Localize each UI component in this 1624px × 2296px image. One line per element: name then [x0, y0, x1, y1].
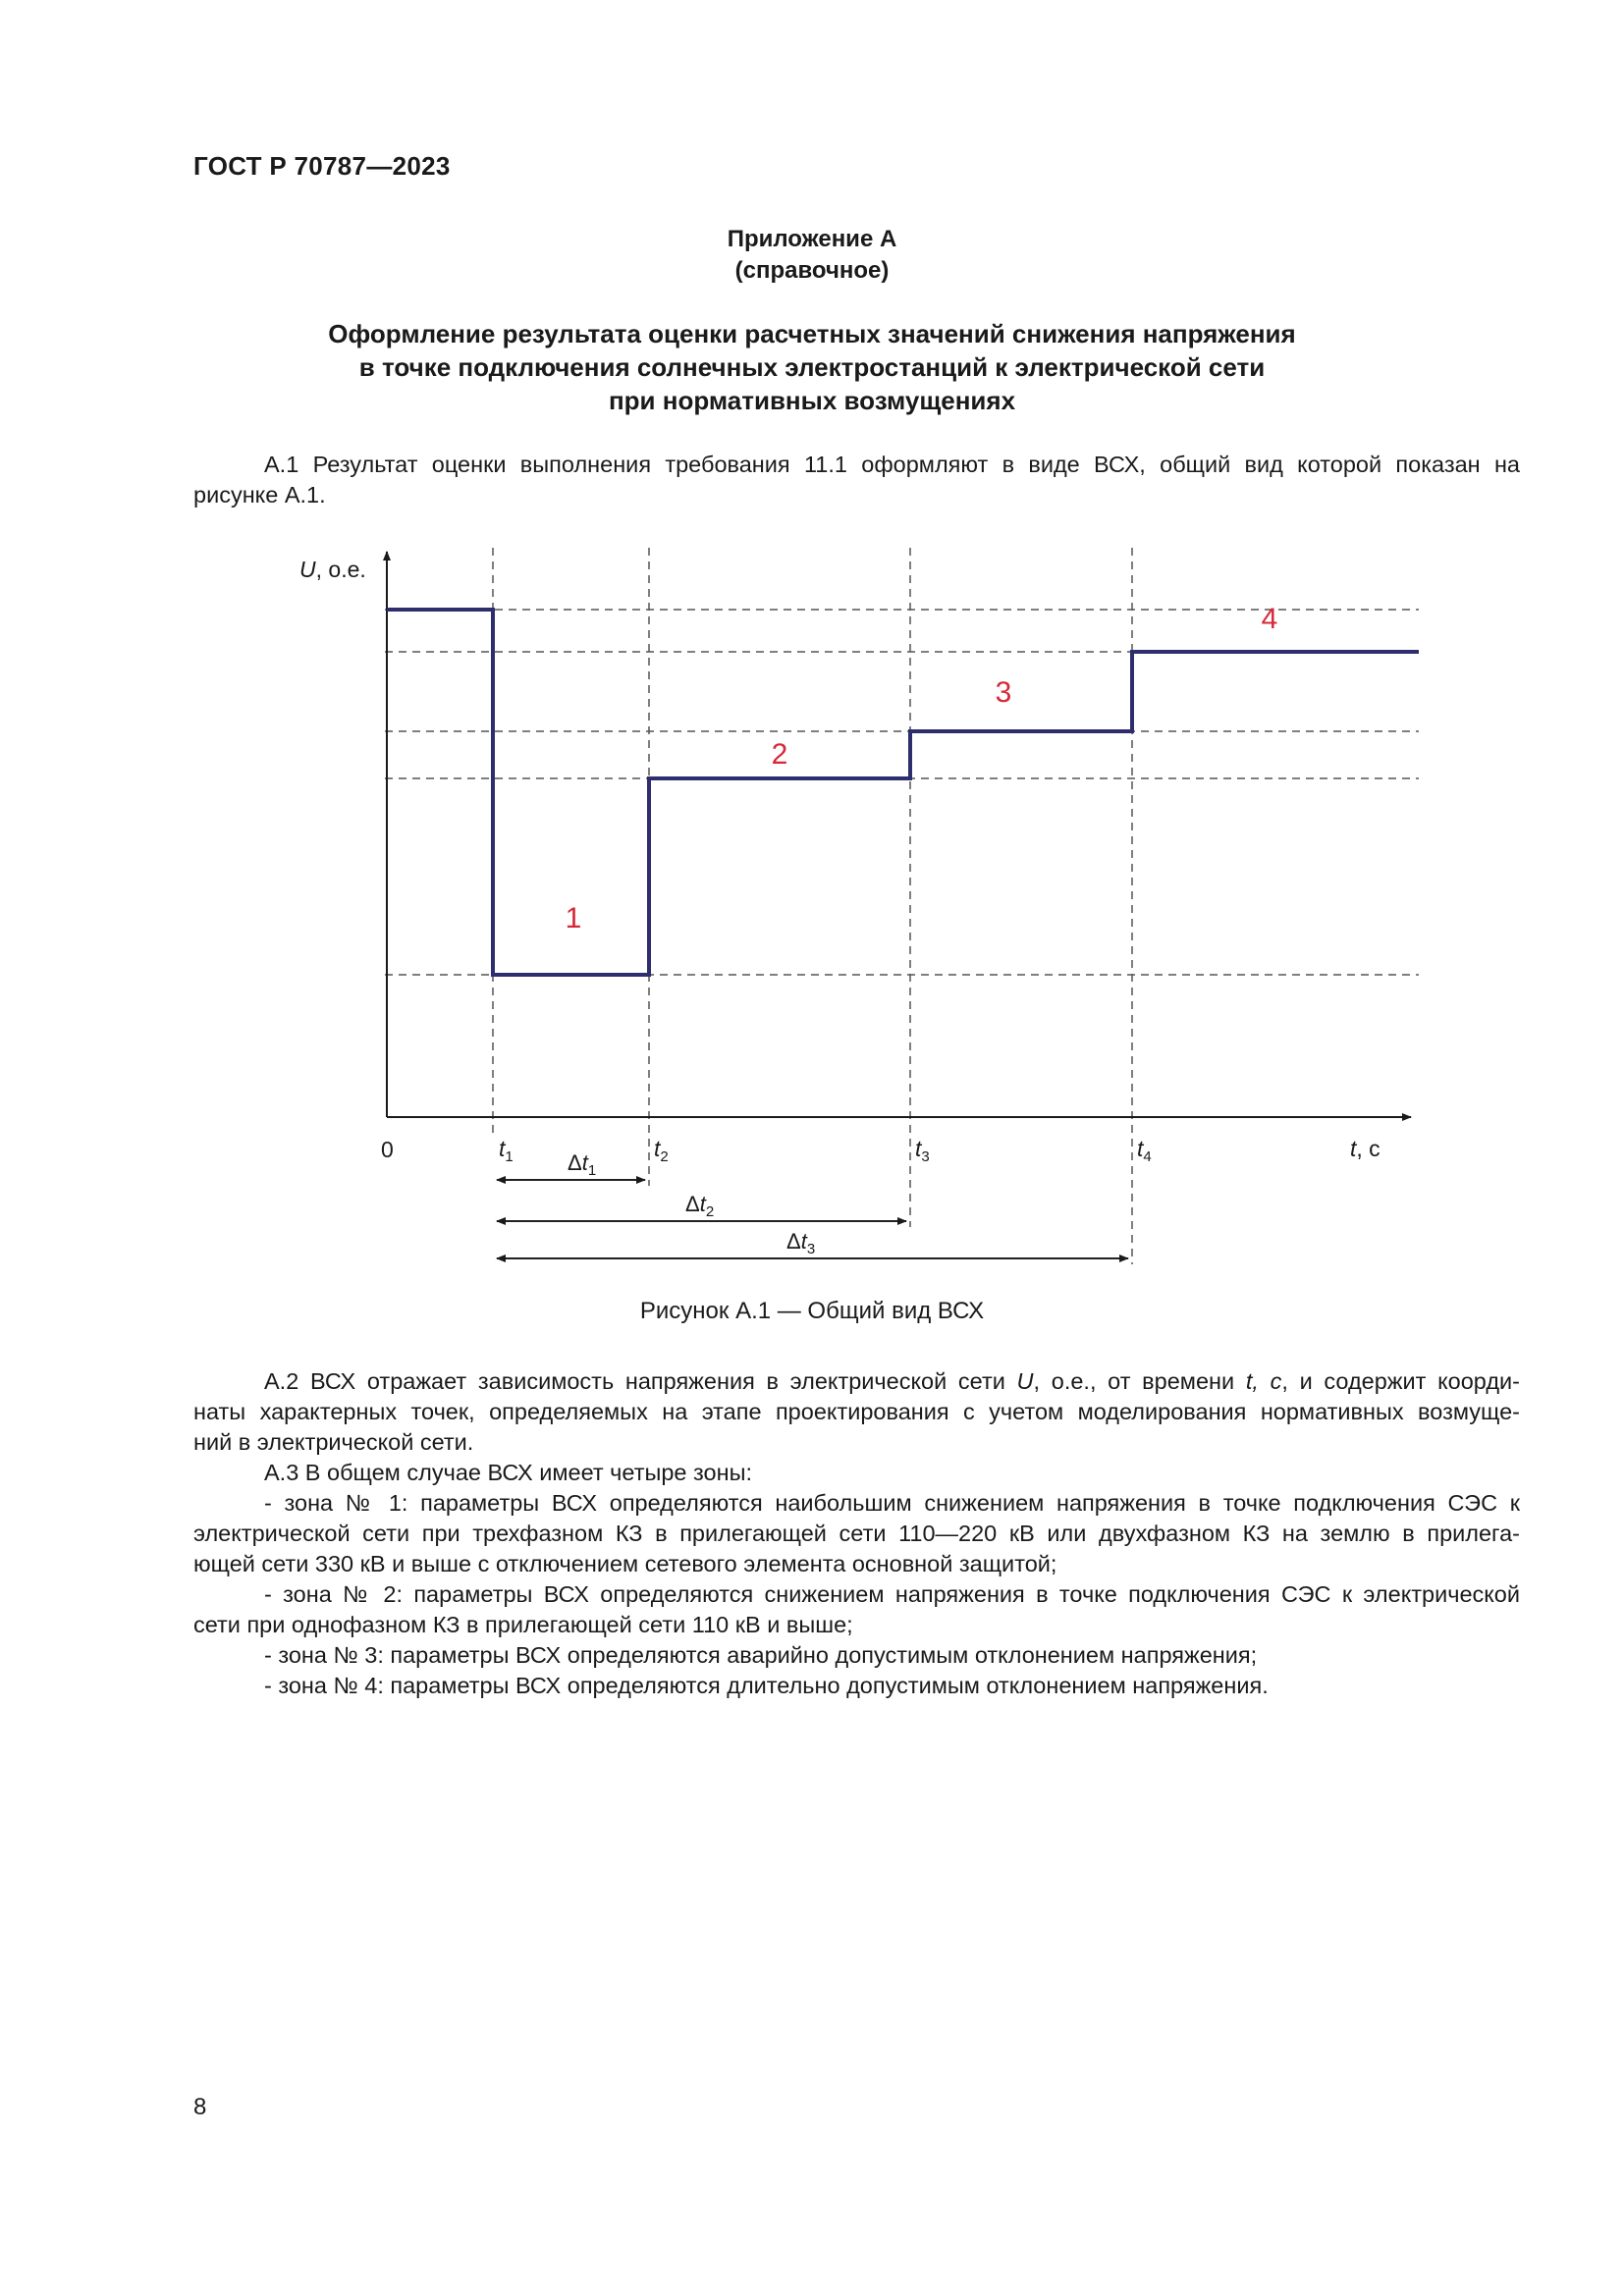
- figure-caption: Рисунок А.1 — Общий вид ВСХ: [639, 1298, 985, 1324]
- zone3-line: - зона № 3: параметры ВСХ определяются аварийно допустимым отклонением напряжения;: [264, 1642, 1258, 1668]
- zone-label-2: 2: [771, 738, 788, 771]
- title-line-3: при нормативных возмущениях: [608, 386, 1016, 415]
- tick-label-t2: $t_2$: [654, 1136, 669, 1165]
- a3-line: А.3 В общем случае ВСХ имеет четыре зоны:: [264, 1460, 752, 1485]
- y-axis-label: U, о.е.: [299, 557, 366, 582]
- tick-label-t1: $t_1$: [499, 1136, 514, 1165]
- interval-label-dt3: $\Delta t_3$: [786, 1229, 816, 1257]
- title-line-1: Оформление результата оценки расчетных значений снижения напряжения: [328, 319, 1296, 348]
- tick-label-t3: $t_3$: [915, 1136, 930, 1165]
- a2-line-2: наты характерных точек, определяемых на этапе проектирования с учетом моделирования нормативных возмуще-: [193, 1399, 1520, 1424]
- a2-line-1: А.2 ВСХ отражает зависимость напряжения в электрической сети U, о.е., от времени t, с, и содержит коорди-: [264, 1368, 1520, 1394]
- section-a2: [193, 1366, 1520, 1701]
- zone-label-4: 4: [1261, 603, 1278, 635]
- appendix-label: Приложение А: [727, 226, 897, 252]
- zone1-line-2: электрической сети при трехфазном КЗ в прилегающей сети 110—220 кВ или двухфазном КЗ на землю в прилега-: [193, 1521, 1520, 1546]
- zone-label-1: 1: [565, 902, 582, 934]
- appendix-type: (справочное): [734, 257, 890, 284]
- interval-label-dt2: $\Delta t_2$: [685, 1192, 715, 1220]
- step-curve: [387, 610, 1419, 975]
- zone1-line-1: - зона № 1: параметры ВСХ определяются наибольшим снижением напряжения в точке подключения СЭС к: [264, 1490, 1520, 1516]
- origin-label: 0: [381, 1137, 394, 1162]
- zone1-line-3: ющей сети 330 кВ и выше с отключением сетевого элемента основной защитой;: [193, 1551, 1057, 1576]
- x-axis-label: t, с: [1350, 1136, 1380, 1161]
- zone2-line-1: - зона № 2: параметры ВСХ определяются снижением напряжения в точке подключения СЭС к электрической: [264, 1581, 1520, 1607]
- page-number: 8: [193, 2094, 207, 2120]
- interval-label-dt1: $\Delta t_1$: [568, 1150, 597, 1179]
- intro-line-2: рисунке А.1.: [193, 482, 326, 507]
- intro-line-1: А.1 Результат оценки выполнения требования 11.1 оформляют в виде ВСХ, общий вид которой показан на: [264, 452, 1520, 477]
- zone4-line: - зона № 4: параметры ВСХ определяются длительно допустимым отклонением напряжения.: [264, 1673, 1269, 1698]
- tick-label-t4: $t_4$: [1137, 1136, 1152, 1165]
- a2-line-3: ний в электрической сети.: [193, 1429, 474, 1455]
- vertical-grid: [493, 548, 1132, 1264]
- zone2-line-2: сети при однофазном КЗ в прилегающей сети 110 кВ и выше;: [193, 1612, 853, 1637]
- title-line-2: в точке подключения солнечных электростанций к электрической сети: [358, 352, 1266, 382]
- horizontal-grid: [385, 610, 1419, 975]
- document-code: ГОСТ Р 70787—2023: [193, 151, 451, 181]
- zone-label-3: 3: [995, 676, 1012, 709]
